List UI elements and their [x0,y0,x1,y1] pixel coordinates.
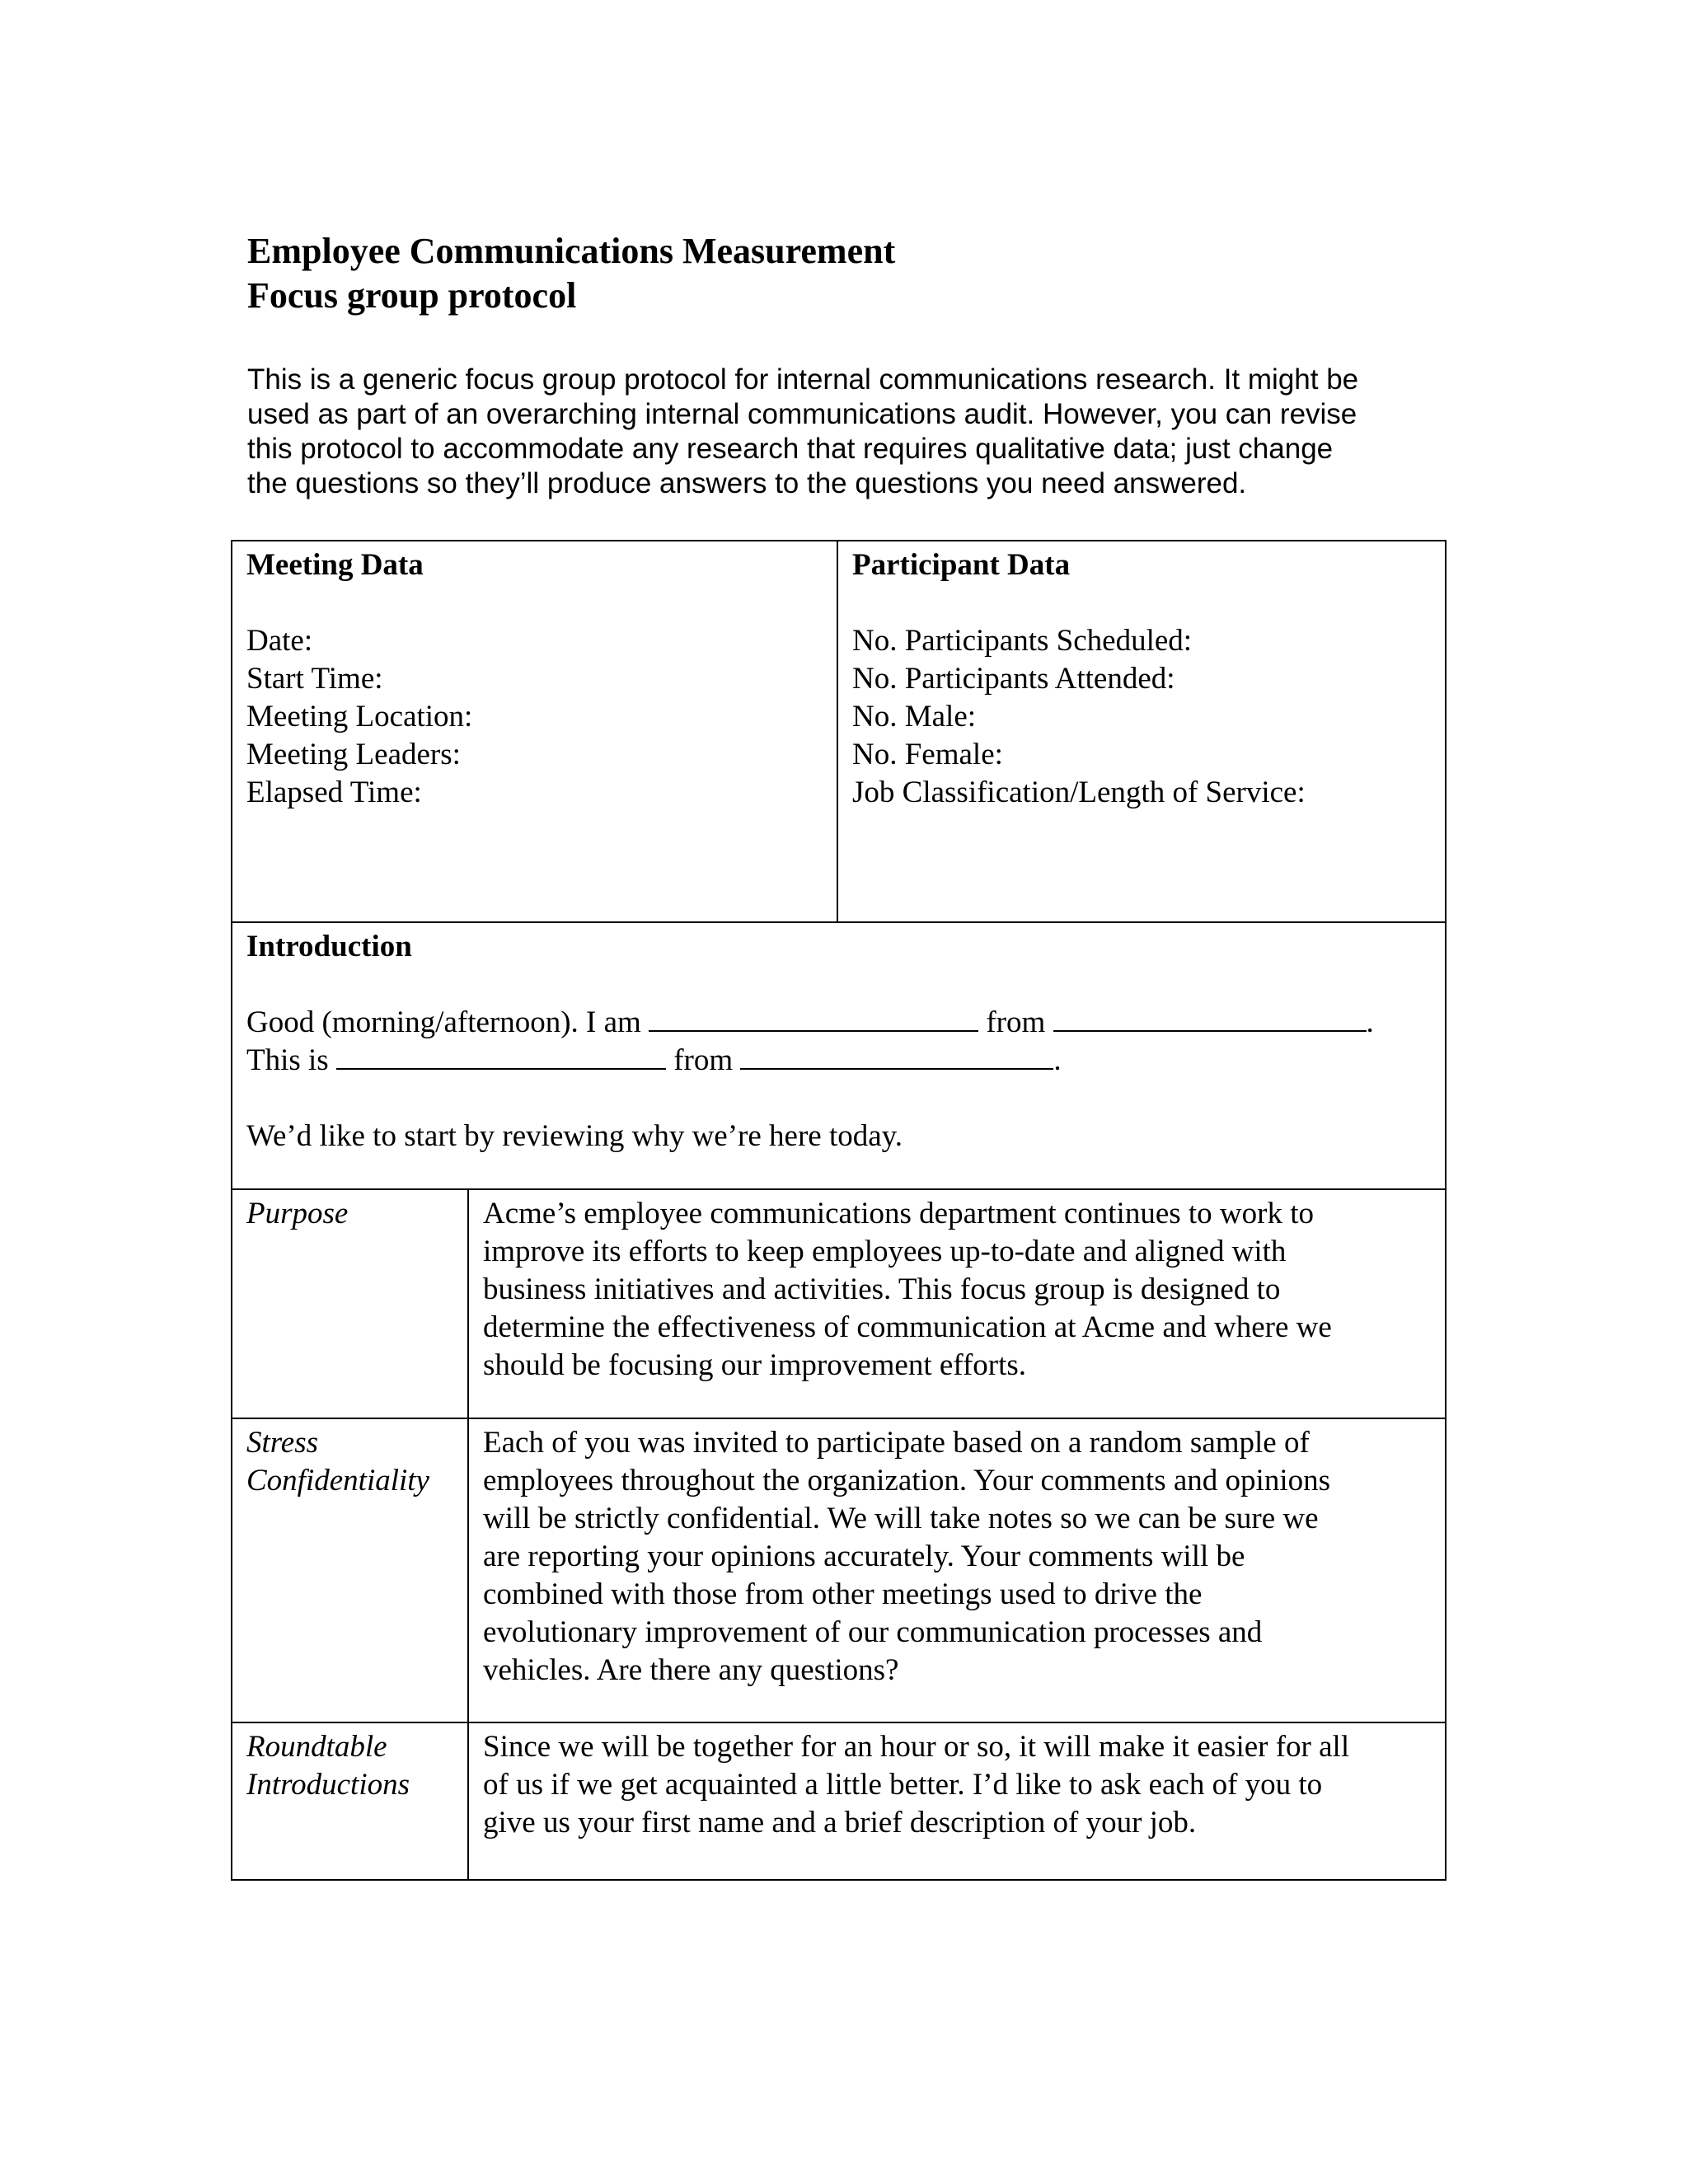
participant-field-male: No. Male: [852,700,977,733]
introduction-row [232,922,1446,1189]
intro-line: the questions so they’ll produce answers to the questions you need answered. [247,467,1247,499]
introduction-heading: Introduction [246,930,412,963]
document-title [247,229,895,318]
section-label: Introductions [246,1768,410,1802]
intro-text: This is [246,1043,336,1077]
section-text-line: give us your first name and a brief description of your job. [483,1806,1197,1840]
roundtable-row [232,1722,1446,1880]
intro-line: This is a generic focus group protocol for internal communications research. It might be [247,363,1359,396]
section-text-line: determine the effectiveness of communication at Acme and where we [483,1310,1332,1344]
participant-field-female: No. Female: [852,738,1003,771]
introduction-line-2 [246,1042,1432,1080]
meeting-field-leaders: Meeting Leaders: [246,738,461,771]
section-text-line: Each of you was invited to participate based on a random sample of [483,1426,1310,1460]
intro-text: from [665,1043,741,1077]
participant-field-scheduled: No. Participants Scheduled: [852,624,1193,658]
section-text-line: business initiatives and activities. This focus group is designed to [483,1272,1281,1306]
roundtable-text-cell [468,1722,1446,1880]
section-text-line: employees throughout the organization. Your comments and opinions [483,1464,1330,1497]
meeting-field-elapsed-time: Elapsed Time: [246,776,422,809]
meeting-data-cell [232,541,837,922]
department-blank [740,1043,1053,1070]
section-text-line: improve its efforts to keep employees up-to-date and aligned with [483,1235,1287,1268]
section-text-line: evolutionary improvement of our communication processes and [483,1615,1263,1649]
section-text-line: vehicles. Are there any questions? [483,1653,899,1687]
section-text-line: combined with those from other meetings used to drive the [483,1577,1203,1611]
meeting-field-date: Date: [246,624,313,658]
section-label: Purpose [246,1197,349,1230]
participant-data-cell [837,541,1446,922]
section-label: Roundtable [246,1730,387,1764]
intro-paragraph [247,363,1442,501]
section-text-line: are reporting your opinions accurately. Your comments will be [483,1540,1245,1573]
introduction-cell [232,922,1446,1189]
title-line-1: Employee Communications Measurement [247,231,896,271]
roundtable-label-cell [232,1722,468,1880]
section-text-line: Acme’s employee communications department continues to work to [483,1197,1314,1230]
section-text-line: will be strictly confidential. We will take notes so we can be sure we [483,1502,1319,1535]
introduction-closing: We’d like to start by reviewing why we’re here today. [246,1119,903,1153]
confidentiality-row [232,1418,1446,1722]
section-label: Stress [246,1426,319,1460]
participant-field-attended: No. Participants Attended: [852,662,1175,696]
purpose-label-cell [232,1189,468,1418]
title-line-2: Focus group protocol [247,275,577,316]
intro-text: . [1053,1043,1062,1077]
protocol-table [231,540,1447,1881]
participant-data-heading: Participant Data [852,548,1071,582]
intro-line: used as part of an overarching internal communications audit. However, you can revise [247,398,1357,430]
department-blank [1053,1005,1367,1032]
section-label: Confidentiality [246,1464,429,1497]
section-text-line: of us if we get acquainted a little better. I’d like to ask each of you to [483,1768,1323,1802]
name-blank [649,1005,978,1032]
data-row [232,541,1446,922]
purpose-text-cell [468,1189,1446,1418]
meeting-data-heading: Meeting Data [246,548,424,582]
intro-line: this protocol to accommodate any research that requires qualitative data; just change [247,433,1334,465]
section-text-line: should be focusing our improvement efforts. [483,1348,1027,1382]
participant-field-job-classification: Job Classification/Length of Service: [852,776,1306,809]
meeting-field-location: Meeting Location: [246,700,473,733]
meeting-field-start-time: Start Time: [246,662,383,696]
confidentiality-label-cell [232,1418,468,1722]
intro-text: Good (morning/afternoon). I am [246,1005,649,1039]
name-blank [336,1043,666,1070]
purpose-row [232,1189,1446,1418]
confidentiality-text-cell [468,1418,1446,1722]
section-text-line: Since we will be together for an hour or so, it will make it easier for all [483,1730,1350,1764]
intro-text: . [1366,1005,1374,1039]
intro-text: from [978,1005,1053,1039]
introduction-line-1 [246,1004,1432,1042]
